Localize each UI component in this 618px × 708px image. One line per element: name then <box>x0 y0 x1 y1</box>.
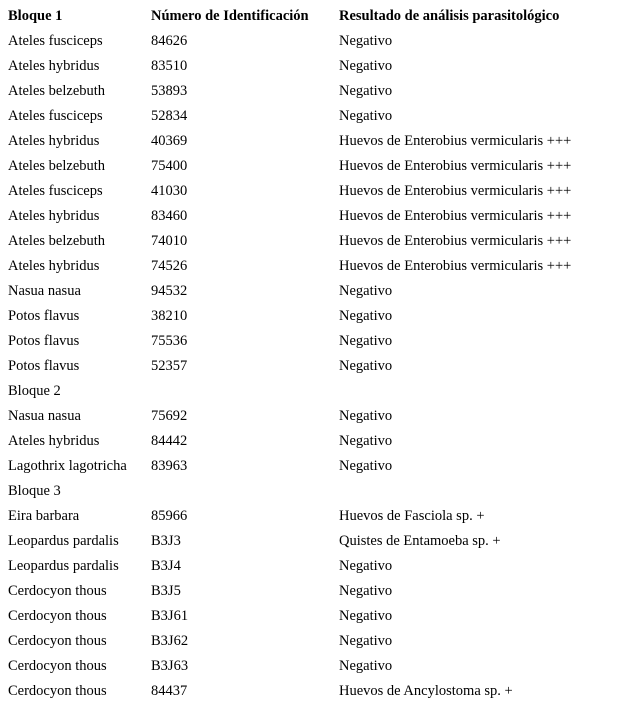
species-cell: Cerdocyon thous <box>8 683 107 699</box>
species-cell: Cerdocyon thous <box>8 658 107 674</box>
species-cell: Nasua nasua <box>8 283 81 299</box>
result-cell: Negativo <box>339 658 393 674</box>
id-cell: B3J62 <box>151 633 189 649</box>
species-cell: Ateles fusciceps <box>8 183 103 199</box>
id-cell: 38210 <box>151 308 188 324</box>
id-cell: 75692 <box>151 408 188 424</box>
result-cell: Negativo <box>339 58 393 74</box>
id-cell: 75536 <box>151 333 188 349</box>
result-cell: Negativo <box>339 583 393 599</box>
result-cell: Huevos de Enterobius vermicularis +++ <box>339 233 572 249</box>
species-cell: Ateles belzebuth <box>8 83 106 99</box>
header-result: Resultado de análisis parasitológico <box>339 8 560 24</box>
species-cell: Ateles belzebuth <box>8 158 106 174</box>
header-block: Bloque 1 <box>8 8 63 24</box>
result-cell: Negativo <box>339 633 393 649</box>
id-cell: 52357 <box>151 358 188 374</box>
result-cell: Negativo <box>339 333 393 349</box>
result-cell: Huevos de Enterobius vermicularis +++ <box>339 258 572 274</box>
result-cell: Negativo <box>339 608 393 624</box>
species-cell: Cerdocyon thous <box>8 608 107 624</box>
id-cell: 83460 <box>151 208 188 224</box>
species-cell: Nasua nasua <box>8 408 81 424</box>
result-cell: Negativo <box>339 433 393 449</box>
species-cell: Ateles belzebuth <box>8 233 106 249</box>
id-cell: B3J3 <box>151 533 181 549</box>
species-cell: Ateles hybridus <box>8 133 100 149</box>
id-cell: 75400 <box>151 158 188 174</box>
result-cell: Negativo <box>339 33 393 49</box>
id-cell: B3J5 <box>151 583 181 599</box>
id-cell: 74526 <box>151 258 188 274</box>
species-cell: Lagothrix lagotricha <box>8 458 127 474</box>
result-cell: Negativo <box>339 358 393 374</box>
result-cell: Huevos de Fasciola sp. + <box>339 508 485 524</box>
id-cell: 52834 <box>151 108 188 124</box>
species-cell: Potos flavus <box>8 358 80 374</box>
id-cell: 40369 <box>151 133 188 149</box>
result-cell: Negativo <box>339 108 393 124</box>
species-cell: Cerdocyon thous <box>8 633 107 649</box>
result-cell: Negativo <box>339 408 393 424</box>
result-cell: Huevos de Enterobius vermicularis +++ <box>339 133 572 149</box>
id-cell: 74010 <box>151 233 188 249</box>
species-cell: Ateles hybridus <box>8 433 100 449</box>
id-cell: B3J61 <box>151 608 189 624</box>
id-cell: 53893 <box>151 83 188 99</box>
species-cell: Potos flavus <box>8 333 80 349</box>
id-cell: 84437 <box>151 683 188 699</box>
id-cell: 83510 <box>151 58 188 74</box>
species-cell: Cerdocyon thous <box>8 583 107 599</box>
species-cell: Ateles hybridus <box>8 258 100 274</box>
result-cell: Huevos de Enterobius vermicularis +++ <box>339 208 572 224</box>
species-cell: Eira barbara <box>8 508 80 524</box>
result-cell: Negativo <box>339 83 393 99</box>
species-cell: Ateles fusciceps <box>8 108 103 124</box>
result-cell: Negativo <box>339 458 393 474</box>
result-cell: Huevos de Ancylostoma sp. + <box>339 683 513 699</box>
species-cell: Potos flavus <box>8 308 80 324</box>
species-cell: Bloque 3 <box>8 483 61 499</box>
species-cell: Leopardus pardalis <box>8 533 119 549</box>
id-cell: 41030 <box>151 183 188 199</box>
id-cell: 85966 <box>151 508 188 524</box>
result-cell: Huevos de Enterobius vermicularis +++ <box>339 158 572 174</box>
id-cell: 83963 <box>151 458 188 474</box>
id-cell: 84442 <box>151 433 188 449</box>
result-cell: Negativo <box>339 308 393 324</box>
species-cell: Ateles hybridus <box>8 208 100 224</box>
species-cell: Ateles hybridus <box>8 58 100 74</box>
id-cell: 84626 <box>151 33 188 49</box>
species-cell: Leopardus pardalis <box>8 558 119 574</box>
id-cell: B3J4 <box>151 558 181 574</box>
id-cell: B3J63 <box>151 658 189 674</box>
species-cell: Bloque 2 <box>8 383 61 399</box>
result-cell: Huevos de Enterobius vermicularis +++ <box>339 183 572 199</box>
header-id: Número de Identificación <box>151 8 309 24</box>
result-cell: Quistes de Entamoeba sp. + <box>339 533 501 549</box>
species-cell: Ateles fusciceps <box>8 33 103 49</box>
result-cell: Negativo <box>339 558 393 574</box>
id-cell: 94532 <box>151 283 188 299</box>
result-cell: Negativo <box>339 283 393 299</box>
